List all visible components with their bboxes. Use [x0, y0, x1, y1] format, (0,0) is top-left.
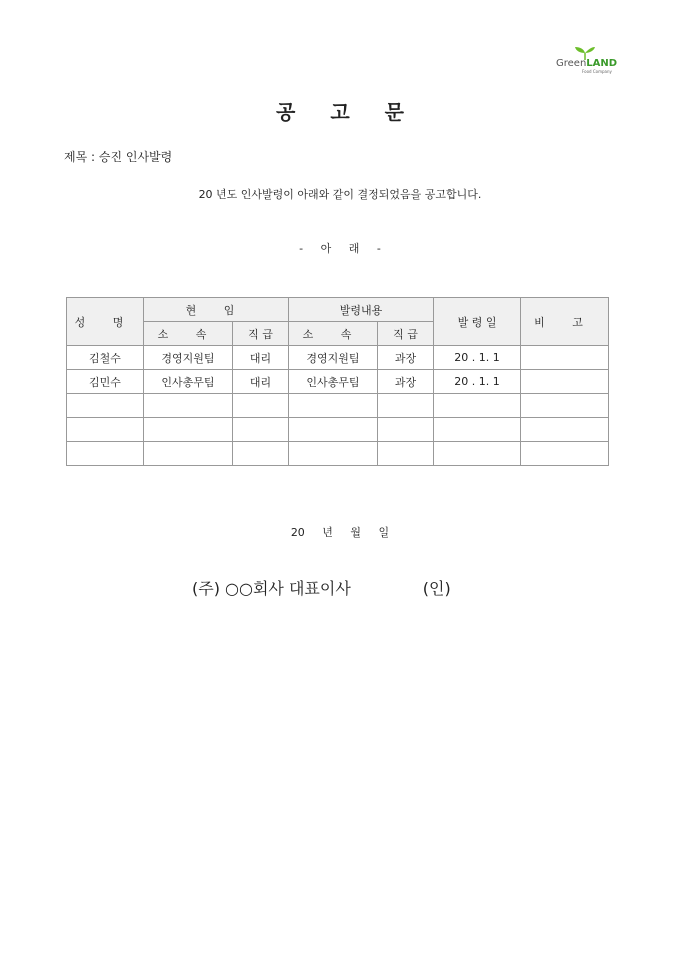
header-rank-new: 직 급	[378, 322, 434, 346]
intro-text: 20 년도 인사발령이 아래와 같이 결정되었음을 공고합니다.	[198, 188, 482, 201]
logo-wordmark: GreenLAND	[556, 58, 618, 69]
section-marker: - 아 래 -	[299, 242, 381, 255]
document-subject: 제목 : 승진 인사발령	[64, 150, 173, 164]
logo-tagline: Food Company	[582, 69, 612, 74]
table-row	[67, 346, 609, 370]
cell-new-dept: 경영지원팀	[289, 346, 378, 370]
cell-date: 20 . 1. 1	[434, 370, 521, 394]
cell-date: 20 . 1. 1	[434, 346, 521, 370]
cell-current-dept: 인사총무팀	[144, 370, 233, 394]
table-row-empty	[67, 442, 609, 466]
header-appointment: 발령내용	[289, 298, 434, 322]
header-rank: 직 급	[233, 322, 289, 346]
company-logo	[552, 46, 618, 76]
header-dept: 소 속	[144, 322, 233, 346]
header-dept-new: 소 속	[289, 322, 378, 346]
cell-name: 김철수	[67, 346, 144, 370]
appointment-table	[66, 297, 609, 466]
table-row-empty	[67, 394, 609, 418]
header-date: 발 령 일	[434, 298, 521, 346]
document-title: 공 고 문	[276, 100, 418, 124]
cell-new-rank: 과장	[378, 370, 434, 394]
cell-current-rank: 대리	[233, 346, 289, 370]
cell-new-rank: 과장	[378, 346, 434, 370]
header-note: 비 고	[521, 298, 609, 346]
header-current: 현 임	[144, 298, 289, 322]
cell-current-rank: 대리	[233, 370, 289, 394]
company-representative: (주) ○○회사 대표이사	[192, 579, 351, 598]
cell-note	[521, 370, 609, 394]
cell-name: 김민수	[67, 370, 144, 394]
signature-line	[192, 576, 451, 599]
table-row-empty	[67, 418, 609, 442]
seal-mark: (인)	[422, 579, 451, 598]
cell-new-dept: 인사총무팀	[289, 370, 378, 394]
header-name: 성 명	[67, 298, 144, 346]
table-row	[67, 370, 609, 394]
cell-note	[521, 346, 609, 370]
issue-date: 20 년 월 일	[290, 526, 390, 539]
cell-current-dept: 경영지원팀	[144, 346, 233, 370]
